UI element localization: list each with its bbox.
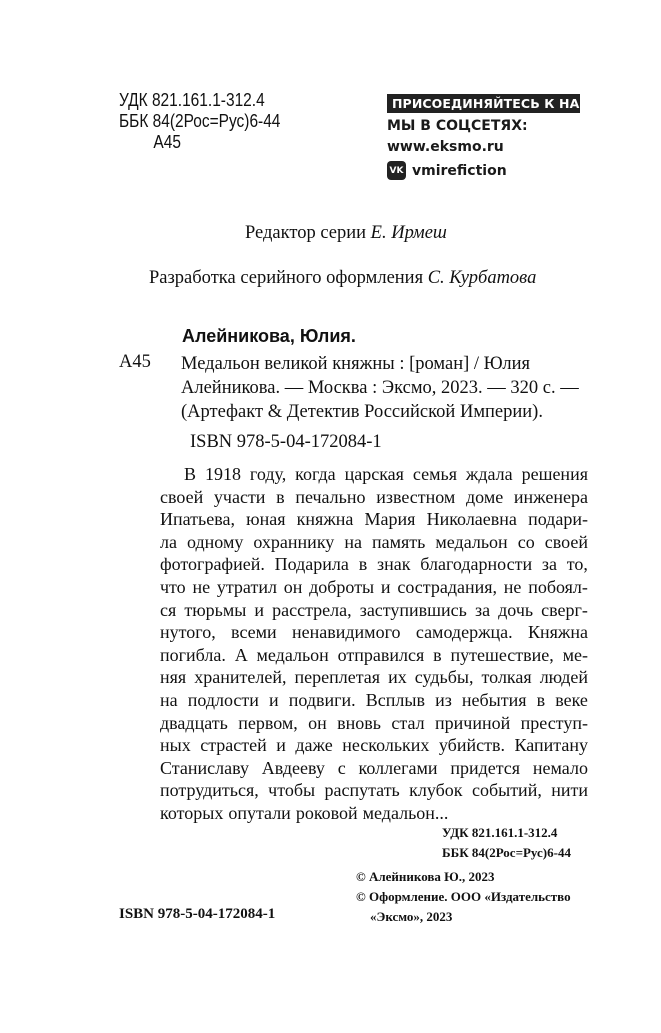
annotation-line: Станиславу Авдееву с коллегами придется немало xyxy=(160,757,588,778)
bottom-udk: УДК 821.161.1-312.4 xyxy=(442,825,558,840)
vk-row[interactable] xyxy=(387,161,580,180)
bib-author: Алейникова, Юлия. xyxy=(182,326,356,346)
social-block xyxy=(387,94,598,180)
annotation-line: погибла. А медальон отправился в путешествие, ме- xyxy=(160,644,588,665)
editor-name: Е. Ирмеш xyxy=(370,223,447,243)
copyright-author: © Алейникова Ю., 2023 xyxy=(356,869,495,884)
bib-line: Алейникова. — Москва : Эксмо, 2023. — 320 с. — xyxy=(181,378,579,398)
copyright-block xyxy=(356,867,571,927)
annotation-line: нутого, всеми ненавидимого самодержца. Княжна xyxy=(160,622,588,643)
bottom-classification xyxy=(442,823,571,863)
annotation xyxy=(160,463,588,825)
bbk-code: ББК 84(2Рос=Рус)6-44 xyxy=(119,111,281,131)
copyright-design: © Оформление. ООО «Издательство xyxy=(356,889,571,904)
editor-role: Редактор серии xyxy=(245,223,367,243)
classification-block xyxy=(119,90,280,153)
bottom-bbk: ББК 84(2Рос=Рус)6-44 xyxy=(442,845,571,860)
annotation-line: что не утратил он доброты и сострадания, не побоял- xyxy=(160,576,588,597)
annotation-line: ся тюрьмы и расстрела, заступившись за дочь сверг- xyxy=(160,599,588,620)
bib-line: (Артефакт & Детектив Российской Империи). xyxy=(181,402,543,422)
bib-isbn: ISBN 978-5-04-172084-1 xyxy=(190,432,382,452)
vk-handle[interactable]: vmirefiction xyxy=(412,162,507,179)
social-heading: МЫ В СОЦСЕТЯХ: xyxy=(387,118,528,134)
series-design-credit xyxy=(149,268,536,289)
annotation-line: двадцать первом, он вновь стал причиной преступ- xyxy=(160,712,588,733)
design-role: Разработка серийного оформления xyxy=(149,268,424,288)
bottom-isbn: ISBN 978-5-04-172084-1 xyxy=(119,906,276,922)
design-name: С. Курбатова xyxy=(427,268,537,288)
annotation-line: Ипатьева, юная княжна Мария Николаевна подари- xyxy=(160,509,588,530)
annotation-line: своей участи в печально известном доме инженера xyxy=(160,486,588,507)
annotation-line: ных страстей и даже нескольких убийств. Капитану xyxy=(160,735,588,756)
annotation-line: фотографией. Подарила в знак благодарности за то, xyxy=(160,554,588,575)
bib-line: Медальон великой княжны : [роман] / Юлия xyxy=(181,354,531,374)
bib-code: А45 xyxy=(119,352,151,372)
annotation-line: ла одному охраннику на память медальон со своей xyxy=(160,531,588,552)
site-link[interactable]: www.eksmo.ru xyxy=(387,139,504,155)
annotation-line: няя хранителей, переплетая их судьбы, толкая людей xyxy=(160,667,588,688)
udk-code: УДК 821.161.1-312.4 xyxy=(119,90,265,110)
join-banner: ПРИСОЕДИНЯЙТЕСЬ К НАМ! xyxy=(387,94,580,113)
bib-description xyxy=(181,352,583,424)
vk-icon: VK xyxy=(387,161,406,180)
annotation-line: В 1918 году, когда царская семья ждала решения xyxy=(184,464,588,484)
annotation-line: потрудиться, чтобы распутать клубок событий, нити xyxy=(160,780,588,801)
annotation-line: которых опутали роковой медальон... xyxy=(160,802,449,823)
series-editor-credit xyxy=(245,223,447,244)
author-sign: А45 xyxy=(153,132,181,152)
copyright-design-continued: «Эксмо», 2023 xyxy=(370,909,453,924)
annotation-line: на подлости и подвиги. Всплыв из небытия в веке xyxy=(160,689,588,710)
